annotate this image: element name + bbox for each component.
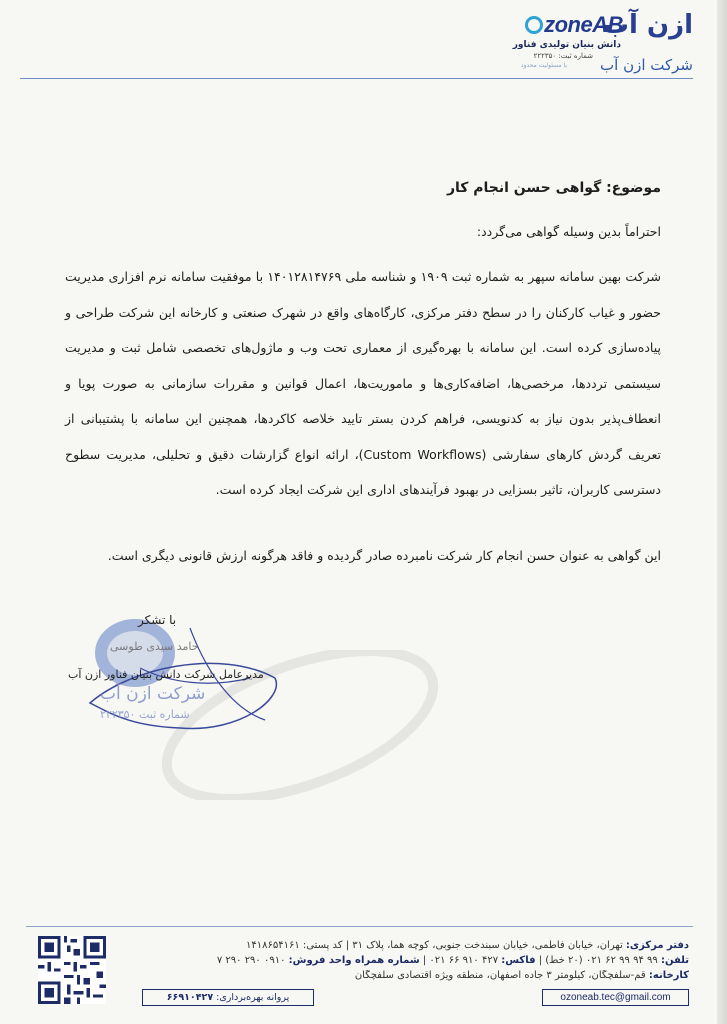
phone-label: تلفن: xyxy=(660,955,689,966)
phone-number: ۹۹ ۹۴ ۹۹ ۶۲ ۰۲۱ (۲۰ خط) xyxy=(545,955,658,966)
stamp-registration: شماره ثبت ۲۲۲۳۵۰ xyxy=(100,708,190,721)
brand-name-persian: ازن آب xyxy=(602,10,693,40)
footer-factory-address xyxy=(144,970,689,981)
operating-permit xyxy=(142,989,314,1006)
sales-label: شماره همراه واحد فروش: xyxy=(288,955,420,966)
office-label: دفتر مرکزی: xyxy=(625,940,689,951)
header-divider xyxy=(20,78,693,79)
factory-address: قم-سلفچگان، کیلومتر ۳ جاده اصفهان، منطقه ویژه اقتصادی سلفچگان xyxy=(354,970,646,981)
email-address[interactable]: ozoneab.tec@gmail.com xyxy=(542,989,689,1006)
signer-title: مدیرعامل شرکت دانش بنیان فناور ازن آب xyxy=(68,668,264,681)
letter-closing: این گواهی به عنوان حسن انجام کار شرکت نامبرده صادر گردیده و فاقد هرگونه ارزش قانونی دیگری است. xyxy=(107,548,661,563)
office-address: تهران، خیابان فاطمی، خیابان سبندخت جنوبی، کوچه هما، پلاک ۳۱ | کد پستی: ۱۴۱۸۶۵۴۱۶۱ xyxy=(246,940,623,951)
qr-code-icon[interactable] xyxy=(38,936,106,1004)
ozone-ring-icon xyxy=(525,16,543,34)
factory-label: کارخانه: xyxy=(648,970,689,981)
page-edge-shadow xyxy=(717,0,727,1024)
brand-name-latin: zoneAB xyxy=(525,12,623,38)
stamp-company-name: شرکت ازن آب xyxy=(100,684,206,704)
letter-body-paragraph: شرکت بهین سامانه سپهر به شماره ثبت ۱۹۰۹ و شناسه ملی ۱۴۰۱۲۸۱۴۷۶۹ با موفقیت سامانه نرم افزاری مدیریت حضور و غیاب کارکنان را در سطح دفتر مرکزی، کارگاه‌های واقع در شهرک صنعتی و کارخانه این شرکت طراحی و پیاده‌سازی کرده است. این سامانه با بهره‌گیری از معماری تحت وب و ماژول‌های تخصصی شامل ثبت و مدیریت سیستمی ترددها، مرخصی‌ها، اضافه‌کاری‌ها و ماموریت‌ها، اعمال قوانین و مقررات سازمانی به صورت پویا و انعطاف‌پذیر بدون نیاز به کدنویسی، فراهم کردن بستر تایید خلاصه کاکردها، همچنین این سامانه با پشتیبانی از تعریف گردش کارهای سفارشی (Custom Workflows)، ارائه انواع گزارشات دقیق و تحلیلی، مدیریت سطوح دسترسی کاربران، تاثیر بسزایی در بهبود فرآیندهای اداری این شرکت ایجاد کرده است. xyxy=(65,269,661,497)
fax-label: فاکس: xyxy=(501,955,536,966)
signer-name: حامد سیدی طوسی xyxy=(110,640,199,653)
footer-office-address xyxy=(144,940,689,951)
sales-number: ۰۹۱۰ ۲۹۰ ۲۹۰ ۷ xyxy=(216,955,286,966)
footer-divider xyxy=(26,926,693,927)
fax-number: ۴۲۷ ۹۱۰ ۶۶ ۰۲۱ xyxy=(429,955,499,966)
letter-subject: موضوع: گواهی حسن انجام کار xyxy=(446,180,661,196)
permit-number: ۶۶۹۱۰۴۲۷ xyxy=(166,992,214,1003)
letter-greeting: احتراماً بدین وسیله گواهی می‌گردد: xyxy=(476,224,661,239)
brand-registration: شماره ثبت: ۲۲۲۳۵۰ xyxy=(533,52,593,60)
permit-label: پروانه بهره‌برداری: xyxy=(216,992,290,1003)
signature-thanks: با تشکر xyxy=(138,613,177,627)
company-name: شرکت ازن آب xyxy=(600,56,693,74)
brand-tagline: دانش بنیان تولیدی فناور xyxy=(512,40,621,50)
company-legal-type: با مسئولیت محدود xyxy=(520,62,567,69)
footer-contacts: تلفن: ۹۹ ۹۴ ۹۹ ۶۲ ۰۲۱ (۲۰ خط) | فاکس: ۴۲۷ ۹۱۰ ۶۶ ۰۲۱ | شماره همراه واحد فروش: ۰۹۱۰ ۲۹۰ ۲۹۰ ۷ xyxy=(216,955,689,966)
